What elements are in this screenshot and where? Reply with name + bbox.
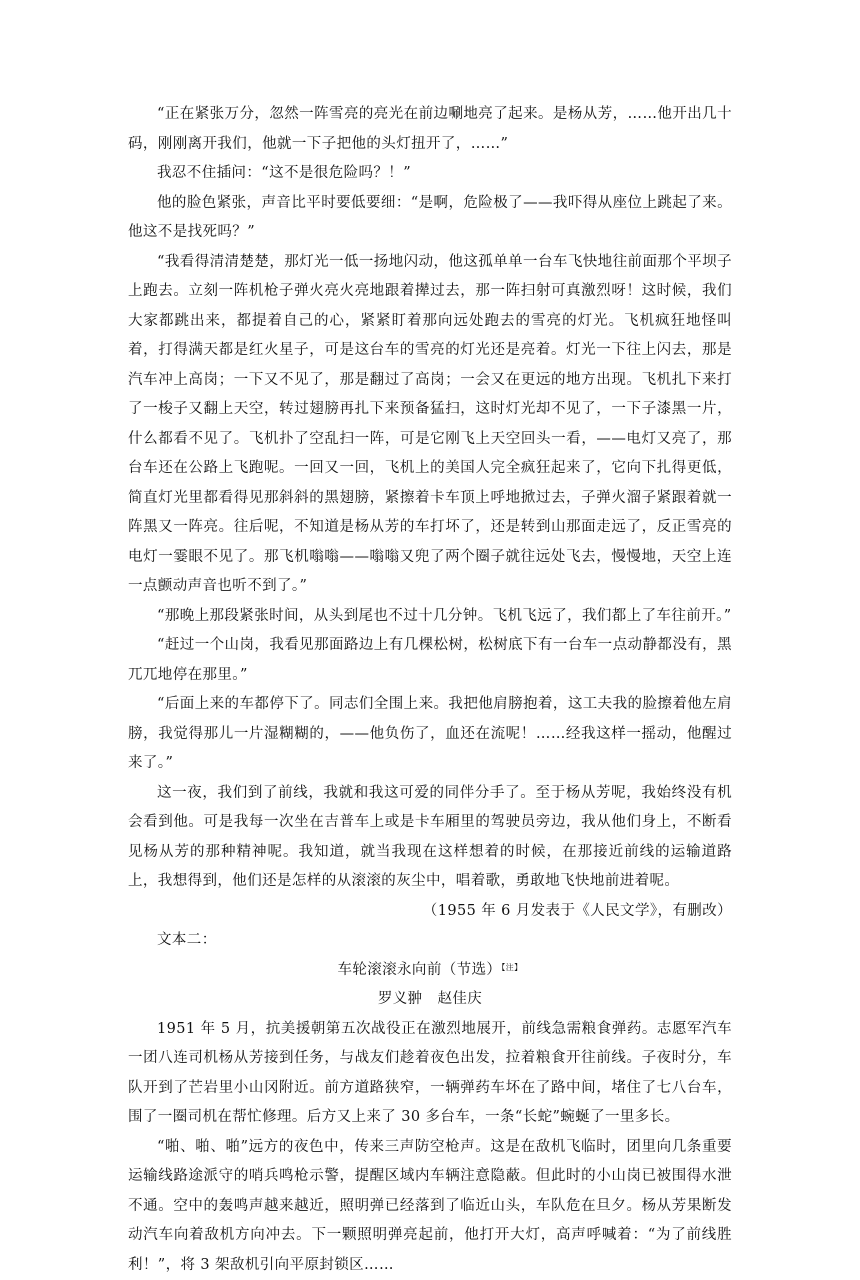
text1-paragraph: 这一夜，我们到了前线，我就和我这可爱的同伴分手了。至于杨从芳呢，我始终没有机会看到他。可是我每一次坐在吉普车上或是卡车厢里的驾驶员旁边，我从他们身上，不断看见杨从芳的那种精神呢。我知道，就当我现在这样想着的时候，在那接近前线的运输道路上，我想得到，他们还是怎样的从滚滚的灰尘中，唱着歌，勇敢地飞快地前进着呢。	[128, 779, 732, 897]
text2-paragraph: 1951 年 5 月，抗美援朝第五次战役正在激烈地展开，前线急需粮食弹药。志愿军汽车一团八连司机杨从芳接到任务，与战友们趁着夜色出发，拉着粮食开往前线。子夜时分，车队开到了芒岩里小山冈附近。前方道路狭窄，一辆弹药车坏在了路中间，堵住了七八台车，围了一圈司机在帮忙修理。后方又上来了 30 多台车，一条“长蛇”蜿蜒了一里多长。	[128, 1015, 732, 1133]
text2-authors: 罗义翀 赵佳庆	[128, 985, 732, 1015]
text1-paragraph: “赶过一个山岗，我看见那面路边上有几棵松树，松树底下有一台车一点动静都没有，黑兀兀地停在那里。”	[128, 631, 732, 690]
footnote-marker: 【注】	[501, 963, 522, 972]
document-page	[128, 100, 732, 1280]
text1-paragraph: “那晚上那段紧张时间，从头到尾也不过十几分钟。飞机飞远了，我们都上了车往前开。”	[128, 602, 732, 632]
text1-source: （1955 年 6 月发表于《人民文学》，有删改）	[128, 897, 732, 927]
text2-paragraph: “啪、啪、啪”远方的夜色中，传来三声防空枪声。这是在敌机飞临时，团里向几条重要运输线路途派守的哨兵鸣枪示警，提醒区域内车辆注意隐蔽。但此时的小山岗已被围得水泄不通。空中的轰鸣声越来越近，照明弹已经落到了临近山头，车队危在旦夕。杨从芳果断发动汽车向着敌机方向冲去。下一颗照明弹亮起前，他打开大灯，高声呼喊着：“为了前线胜利！”，将 3 架敌机引向平原封锁区……	[128, 1133, 732, 1280]
text2-title	[128, 956, 732, 986]
text2-title-text: 车轮滚滚永向前（节选）	[337, 962, 501, 978]
text2-label: 文本二：	[128, 926, 732, 956]
text1-paragraph: “正在紧张万分，忽然一阵雪亮的亮光在前边唰地亮了起来。是杨从芳，……他开出几十码，刚刚离开我们，他就一下子把他的头灯扭开了，……”	[128, 100, 732, 159]
text1-paragraph: “后面上来的车都停下了。同志们全围上来。我把他肩膀抱着，这工夫我的脸擦着他左肩膀，我觉得那儿一片湿糊糊的，——他负伤了，血还在流呢！……经我这样一摇动，他醒过来了。”	[128, 690, 732, 779]
text1-paragraph: 他的脸色紧张，声音比平时要低要细：“是啊，危险极了——我吓得从座位上跳起了来。他这不是找死吗？”	[128, 189, 732, 248]
text1-paragraph: “我看得清清楚楚，那灯光一低一扬地闪动，他这孤单单一台车飞快地往前面那个平坝子上跑去。立刻一阵机枪子弹火亮火亮地跟着撵过去，那一阵扫射可真激烈呀！这时候，我们大家都跳出来，都提着自己的心，紧紧盯着那向远处跑去的雪亮的灯光。飞机疯狂地怪叫着，打得满天都是红火星子，可是这台车的雪亮的灯光还是亮着。灯光一下往上闪去，那是汽车冲上高岗；一下又不见了，那是翻过了高岗；一会又在更远的地方出现。飞机扎下来打了一梭子又翻上天空，转过翅膀再扎下来预备猛扫，这时灯光却不见了，一下子漆黑一片，什么都看不见了。飞机扑了空乱扫一阵，可是它刚飞上天空回头一看，——电灯又亮了，那台车还在公路上飞跑呢。一回又一回，飞机上的美国人完全疯狂起来了，它向下扎得更低，简直灯光里都看得见那斜斜的黑翅膀，紧擦着卡车顶上呼地掀过去，子弹火溜子紧跟着就一阵黑又一阵亮。往后呢，不知道是杨从芳的车打坏了，还是转到山那面走远了，反正雪亮的电灯一霎眼不见了。那飞机嗡嗡——嗡嗡又兜了两个圈子就往远处飞去，慢慢地，天空上连一点颤动声音也听不到了。”	[128, 248, 732, 602]
text1-paragraph: 我忍不住插问：“这不是很危险吗？！”	[128, 159, 732, 189]
